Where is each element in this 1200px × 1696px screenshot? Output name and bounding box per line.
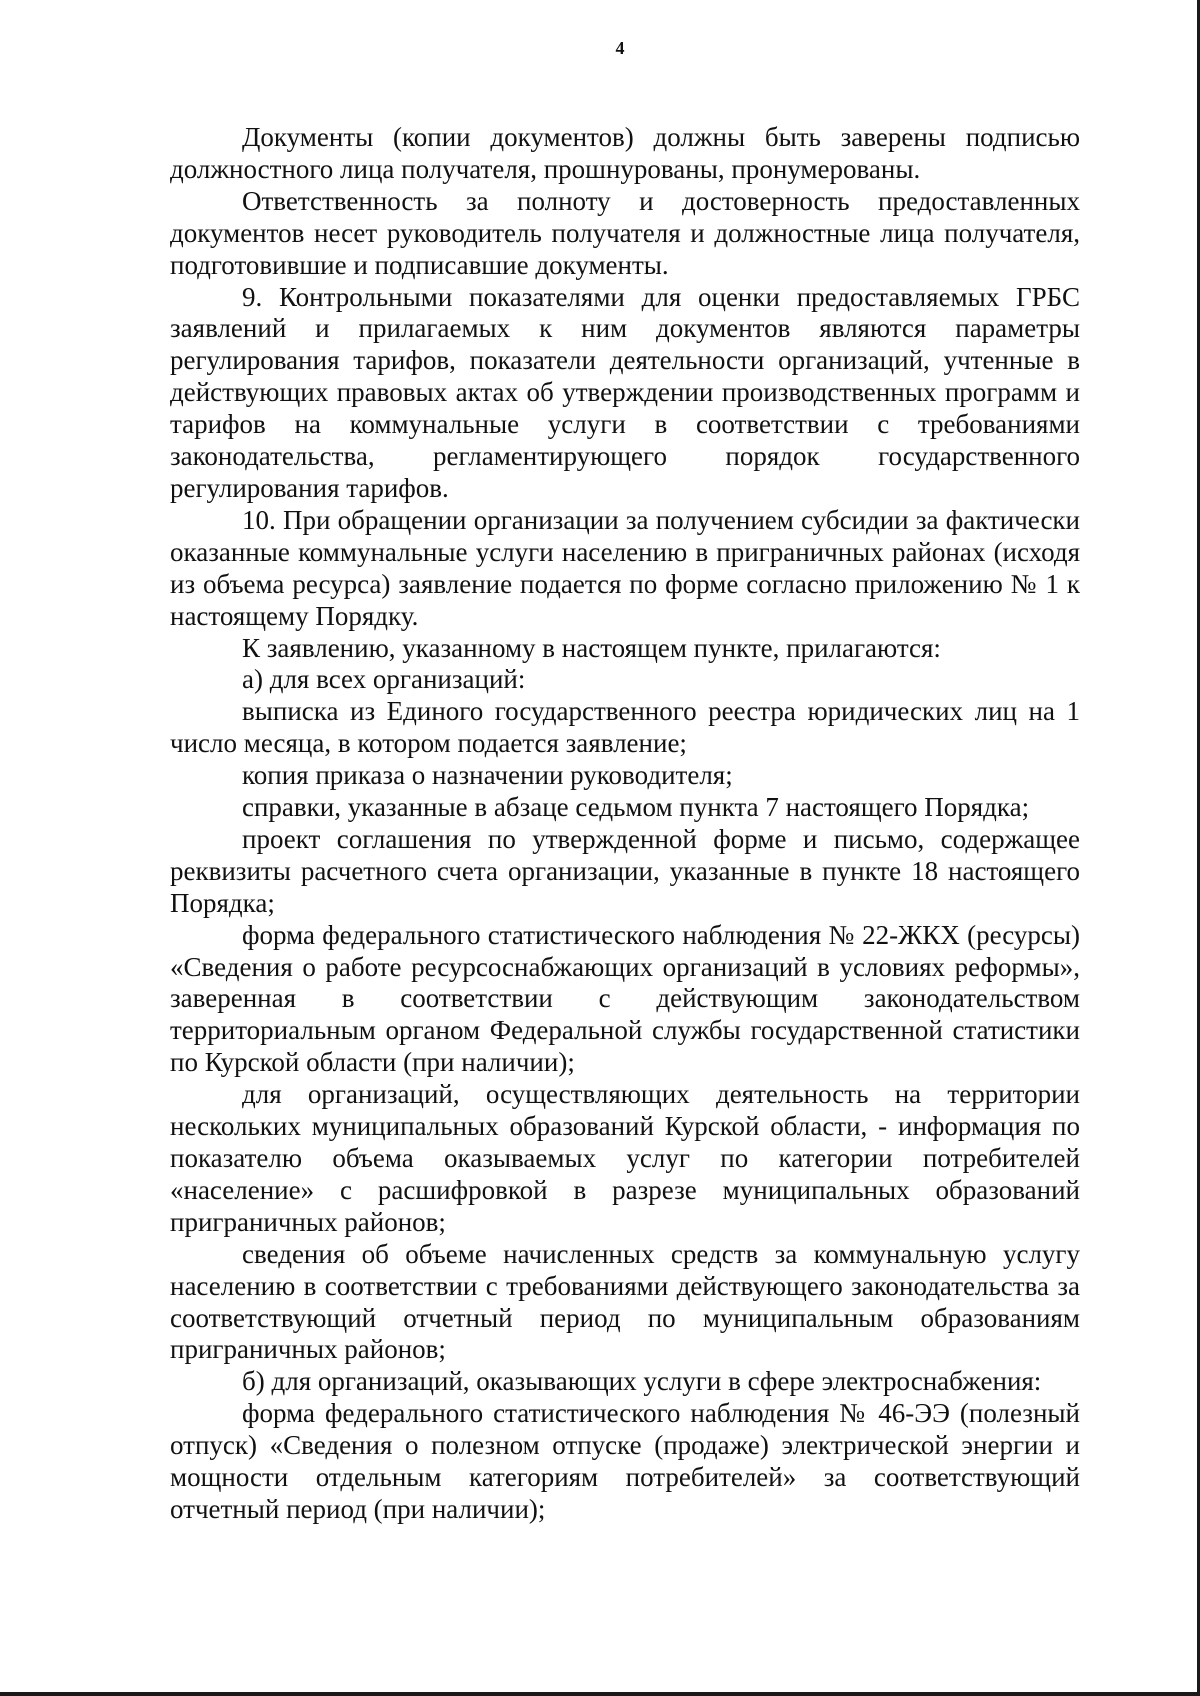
- paragraph-egrul-extract: выписка из Единого государственного реестра юридических лиц на 1 число месяца, в котором подается заявление;: [170, 696, 1080, 759]
- paragraph-item-9: 9. Контрольными показателями для оценки предоставляемых ГРБС заявлений и прилагаемых к ним документов являются параметры регулирования тарифов, показатели деятельности организаций, учтенные в действующих правовых актах об утверждении производственных программ и тарифов на коммунальные услуги в соответствии с требованиями законодательства, регламентирующего порядок государственного регулирования тарифов.: [170, 281, 1080, 503]
- document-body: [170, 122, 1080, 1526]
- paragraph-multi-municipal: для организаций, осуществляющих деятельность на территории нескольких муниципальных образований Курской области, - информация по показателю объема оказываемых услуг по категории потребителей «население» с расшифровкой в разрезе муниципальных образований приграничных районов;: [170, 1079, 1080, 1237]
- paragraph-subitem-b: б) для организаций, оказывающих услуги в сфере электроснабжения:: [242, 1366, 1042, 1397]
- paragraph-documents-certification: Документы (копии документов) должны быть заверены подписью должностного лица получателя, прошнурованы, пронумерованы.: [170, 122, 1080, 184]
- paragraph-agreement-draft: проект соглашения по утвержденной форме и письмо, содержащее реквизиты расчетного счета организации, указанные в пункте 18 настоящего Порядка;: [170, 823, 1080, 918]
- paragraph-certificates: справки, указанные в абзаце седьмом пункта 7 настоящего Порядка;: [242, 792, 1030, 823]
- scan-border-bottom: [0, 1692, 1200, 1696]
- paragraph-form-22-zhkh: форма федерального статистического наблюдения № 22-ЖКХ (ресурсы) «Сведения о работе ресурсоснабжающих организаций в условиях реформы», заверенная в соответствии с действующим законодательством территориальным органом Федеральной службы государственной статистики по Курской области (при наличии);: [170, 919, 1080, 1078]
- paragraph-responsibility: Ответственность за полноту и достоверность предоставленных документов несет руководитель получателя и должностные лица получателя, подготовившие и подписавшие документы.: [170, 185, 1080, 280]
- page-number: 4: [615, 38, 625, 58]
- paragraph-order-copy: копия приказа о назначении руководителя;: [242, 760, 733, 791]
- paragraph-subitem-a: а) для всех организаций:: [242, 664, 526, 695]
- paragraph-accrued-funds: сведения об объеме начисленных средств за коммунальную услугу населению в соответствии с требованиями действующего законодательства за соответствующий отчетный период по муниципальным образованиям приграничных районов;: [170, 1238, 1080, 1365]
- paragraph-form-46-ee: форма федерального статистического наблюдения № 46-ЭЭ (полезный отпуск) «Сведения о полезном отпуске (продаже) электрической энергии и мощности отдельным категориям потребителей» за соответствующий отчетный период (при наличии);: [170, 1398, 1080, 1524]
- paragraph-item-10: 10. При обращении организации за получением субсидии за фактически оказанные коммунальные услуги населению в приграничных районах (исходя из объема ресурса) заявление подается по форме согласно приложению № 1 к настоящему Порядку.: [170, 504, 1080, 631]
- paragraph-attachments-intro: К заявлению, указанному в настоящем пункте, прилагаются:: [242, 632, 941, 663]
